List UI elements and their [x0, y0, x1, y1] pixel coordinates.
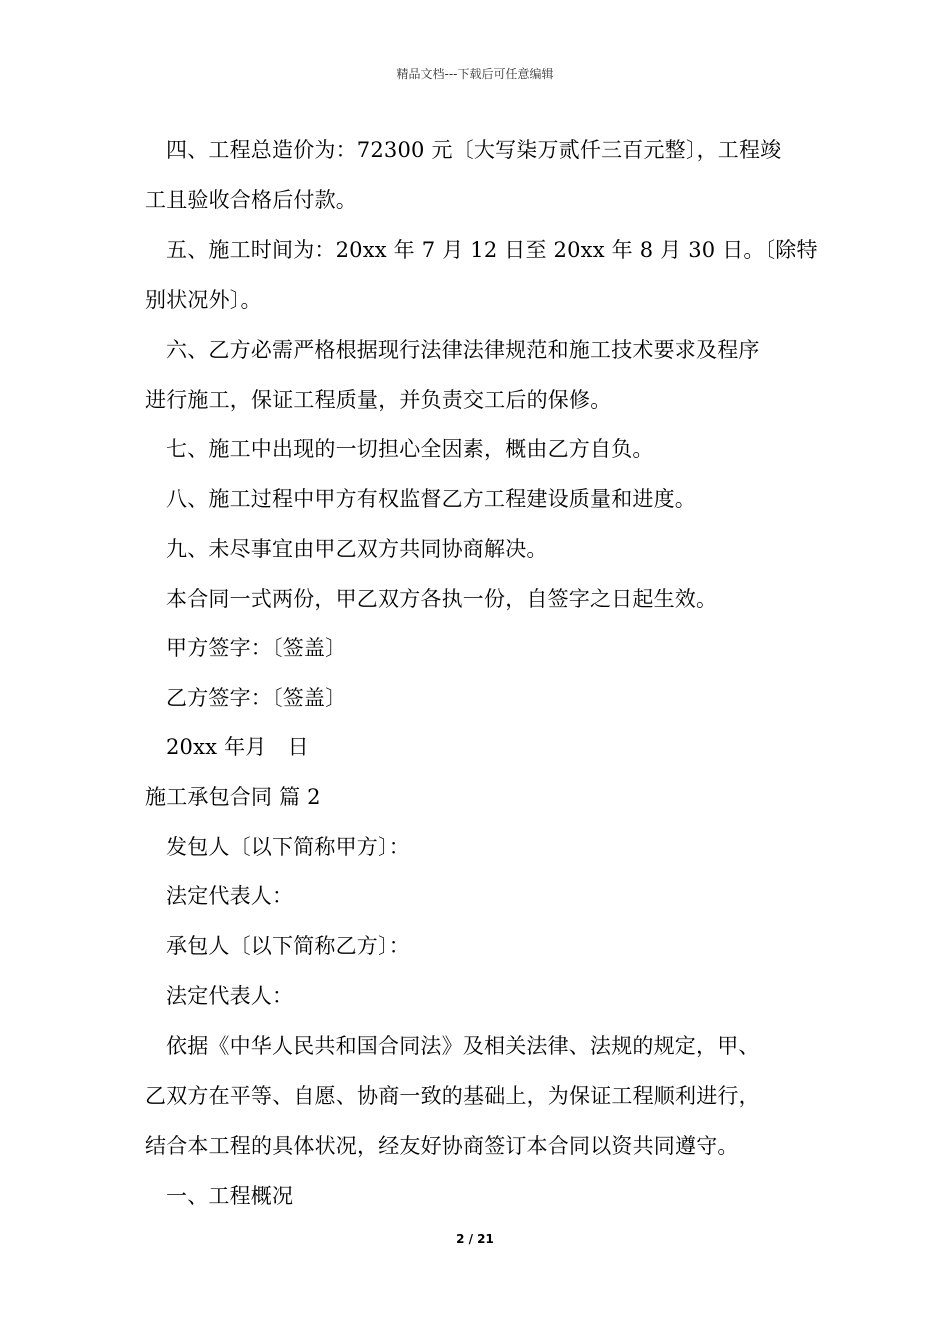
paragraph-line: 别状况外〕。: [145, 288, 262, 312]
page-number: 2 / 21: [456, 1232, 494, 1246]
paragraph-line: 承包人〔以下简称乙方〕：: [166, 934, 410, 958]
section-title: 施工承包合同 篇 2: [145, 785, 321, 809]
paragraph-line: 九、未尽事宜由甲乙双方共同协商解决。: [166, 537, 548, 561]
signature-party-a: 甲方签字：〔签盖〕: [166, 636, 347, 660]
paragraph-line: 法定代表人：: [166, 984, 294, 1008]
paragraph-line: 本合同一式两份，甲乙双方各执一份，自签字之日起生效。: [166, 587, 718, 611]
paragraph-line: 进行施工，保证工程质量，并负责交工后的保修。: [145, 388, 612, 412]
paragraph-line: 七、施工中出现的一切担心全因素，概由乙方自负。: [166, 437, 654, 461]
signature-date: 20xx 年月 日: [166, 735, 309, 759]
paragraph-line: 五、施工时间为：20xx 年 7 月 12 日至 20xx 年 8 月 30 日。〔除特: [166, 238, 818, 262]
paragraph-line: 六、乙方必需严格根据现行法律法律规范和施工技术要求及程序: [166, 338, 760, 362]
section-heading: 一、工程概况: [166, 1184, 294, 1208]
page-header: 精品文档---下载后可任意编辑: [396, 67, 554, 81]
paragraph-line: 四、工程总造价为：72300 元〔大写柒万贰仟三百元整〕，工程竣: [166, 138, 782, 162]
paragraph-line: 结合本工程的具体状况，经友好协商签订本合同以资共同遵守。: [145, 1134, 739, 1158]
signature-party-b: 乙方签字：〔签盖〕: [166, 686, 347, 710]
paragraph-line: 八、施工过程中甲方有权监督乙方工程建设质量和进度。: [166, 487, 696, 511]
paragraph-line: 乙双方在平等、自愿、协商一致的基础上，为保证工程顺利进行，: [145, 1084, 760, 1108]
paragraph-line: 法定代表人：: [166, 884, 294, 908]
paragraph-line: 发包人〔以下简称甲方〕：: [166, 835, 410, 859]
paragraph-line: 依据《中华人民共和国合同法》及相关法律、法规的规定，甲、: [166, 1034, 760, 1058]
paragraph-line: 工且验收合格后付款。: [145, 188, 357, 212]
